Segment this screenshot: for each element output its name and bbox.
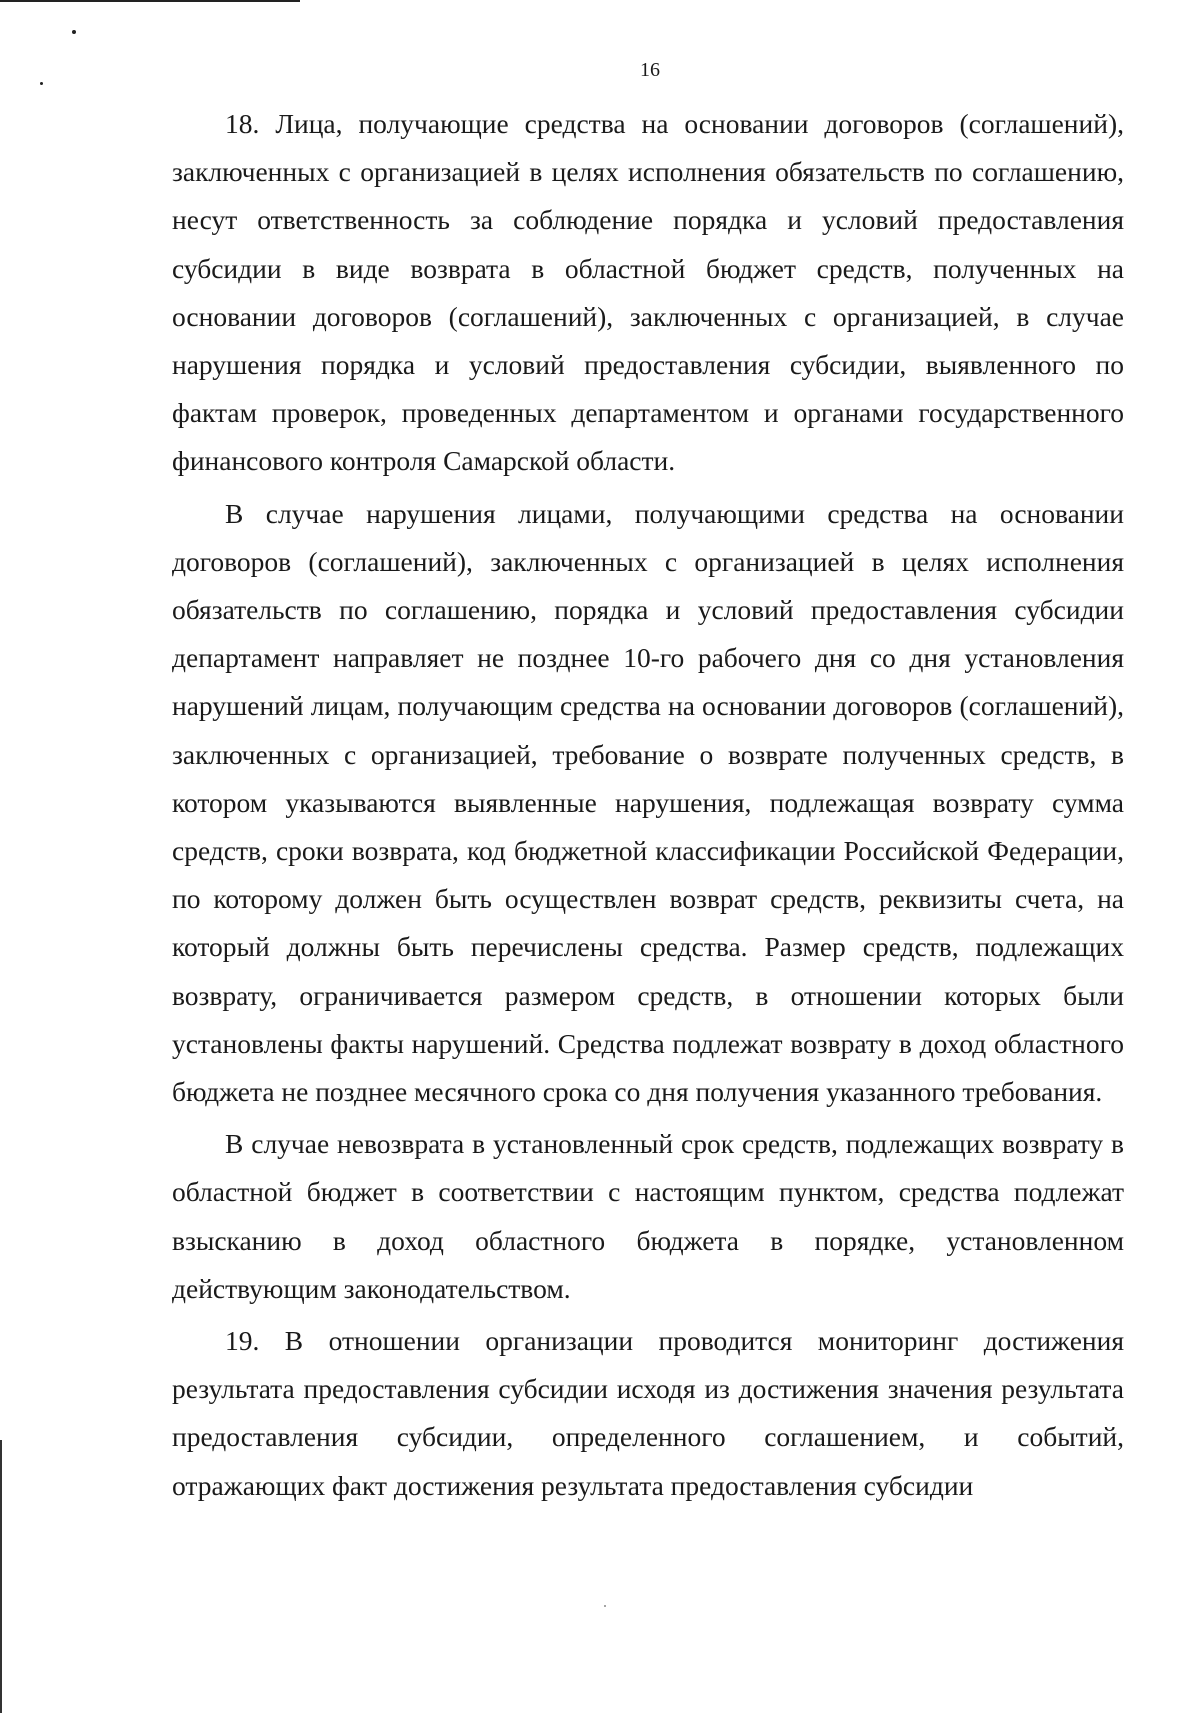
document-body (172, 100, 1124, 1514)
scan-artifact-left-edge (0, 1440, 2, 1713)
scan-artifact-top-line (0, 0, 300, 2)
scan-artifact-dot (40, 82, 43, 85)
paragraph-19: 19. В отношении организации проводится мониторинг достижения результата предоставления субсидии исходя из достижения значения результата предоставления субсидии, определенного соглашением, и событий, отражающих факт достижения результата предоставления субсидии (172, 1325, 1124, 1501)
paragraph-18-non-return: В случае невозврата в установленный срок средств, подлежащих возврату в областной бюджет в соответствии с настоящим пунктом, средства подлежат взысканию в доход областного бюджета в порядке, установленном действующим законодательством. (172, 1128, 1124, 1304)
scan-artifact-dot (72, 30, 76, 34)
page-number: 16 (640, 59, 660, 81)
paragraph-18-violation-return: В случае нарушения лицами, получающими средства на основании договоров (соглашений), заключенных с организацией в целях исполнения обязательств по соглашению, порядка и условий предоставления субсидии департамент направляет не позднее 10-го рабочего дня со дня установления нарушений лицам, получающим средства на основании договоров (соглашений), заключенных с организацией, требование о возврате полученных средств, в котором указываются выявленные нарушения, подлежащая возврату сумма средств, сроки возврата, код бюджетной классификации Российской Федерации, по которому должен быть осуществлен возврат средств, реквизиты счета, на который должны быть перечислены средства. Размер средств, подлежащих возврату, ограничивается размером средств, в отношении которых были установлены факты нарушений. Средства подлежат возврату в доход областного бюджета не позднее месячного срока со дня получения указанного требования. (172, 497, 1124, 1108)
paragraph-18: 18. Лица, получающие средства на основании договоров (соглашений), заключенных с организацией в целях исполнения обязательств по соглашению, несут ответственность за соблюдение порядка и условий предоставления субсидии в виде возврата в областной бюджет средств, полученных на основании договоров (соглашений), заключенных с организацией, в случае нарушения порядка и условий предоставления субсидии, выявленного по фактам проверок, проведенных департаментом и органами государственного финансового контроля Самарской области. (172, 108, 1124, 477)
scan-artifact-dot (604, 1605, 606, 1607)
